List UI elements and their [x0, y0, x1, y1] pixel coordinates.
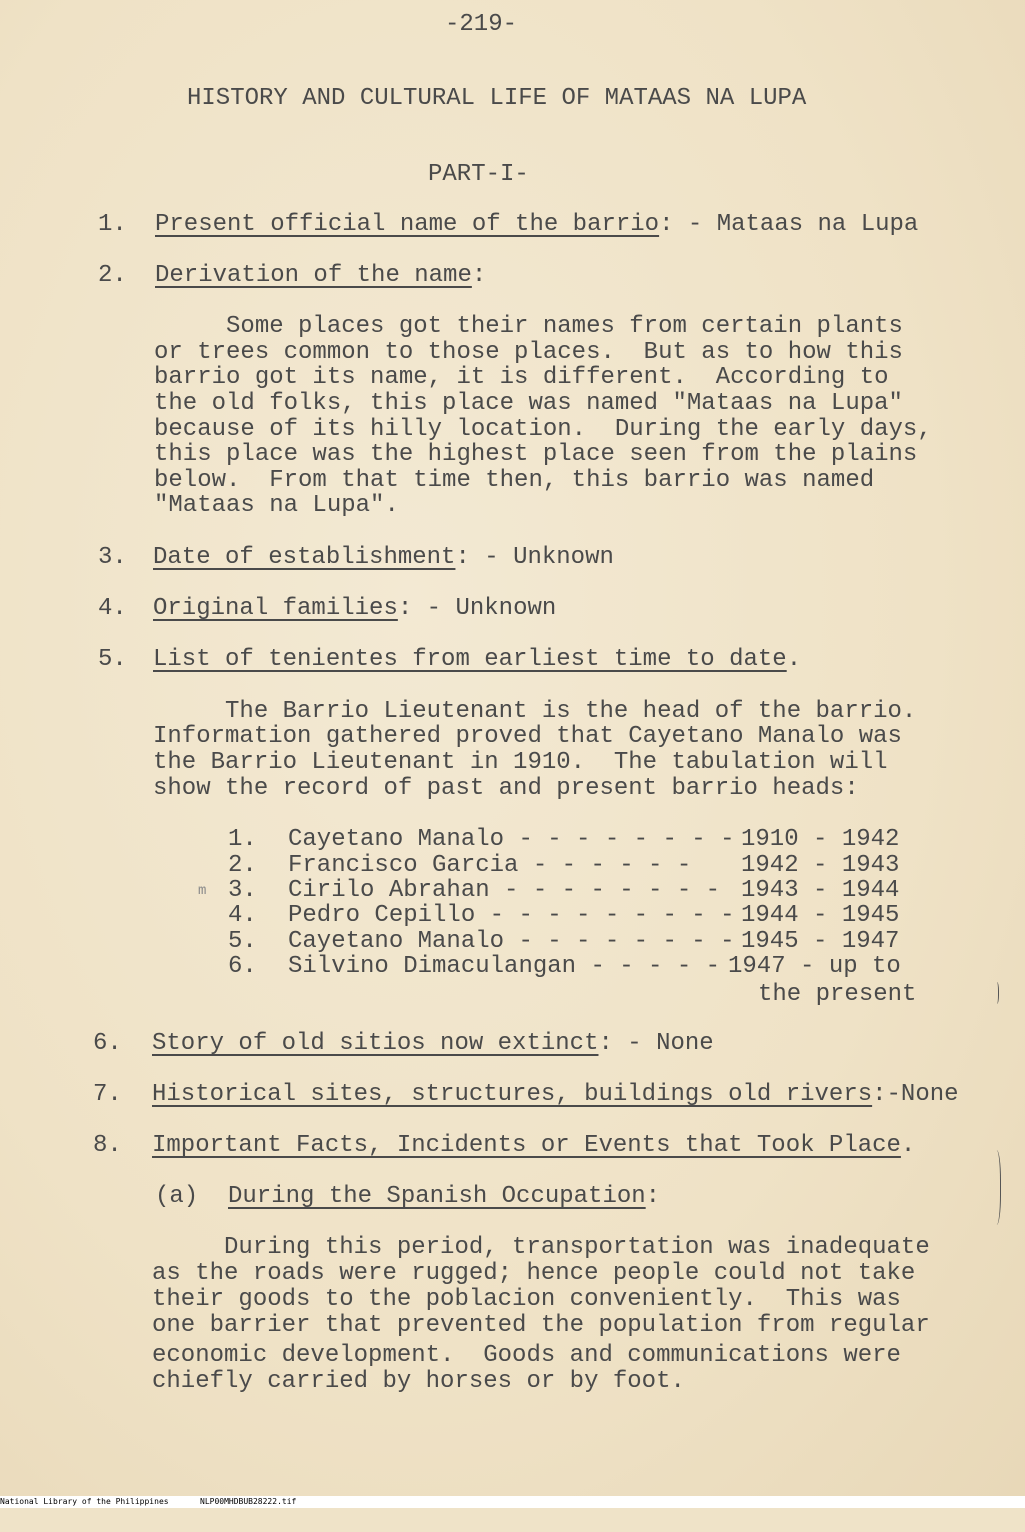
teniente-years: 1943 - 1944 — [741, 877, 900, 904]
tenientes-line: Information gathered proved that Cayetano Manalo was — [153, 723, 902, 750]
derivation-line: this place was the highest place seen from the plains — [154, 441, 918, 468]
item-heading: Derivation of the name — [155, 262, 472, 289]
teniente-years: 1944 - 1945 — [741, 902, 900, 929]
derivation-line: Some places got their names from certain plants — [154, 313, 903, 340]
scan-footer — [0, 1496, 1025, 1508]
derivation-line: barrio got its name, it is different. According to — [154, 364, 889, 391]
item-number: 1. — [98, 211, 127, 238]
item-value: : — [471, 262, 487, 289]
teniente-name: Silvino Dimaculangan - - - - - — [288, 953, 721, 980]
item-value: : - Unknown — [455, 544, 614, 571]
teniente-years: 1945 - 1947 — [741, 928, 900, 955]
item-number: 2. — [98, 262, 127, 289]
item-number: 3. — [98, 544, 127, 571]
item-5 — [153, 647, 801, 673]
derivation-line: or trees common to those places. But as to how this — [154, 339, 903, 366]
teniente-number: 5. — [228, 928, 257, 955]
item-heading: Historical sites, structures, buildings old rivers — [152, 1081, 873, 1108]
item-heading: Important Facts, Incidents or Events that Took Place — [152, 1132, 901, 1159]
spanish-line: economic development. Goods and communications were — [152, 1342, 901, 1369]
item-3 — [153, 545, 614, 571]
spanish-line: their goods to the poblacion conveniently. This was — [152, 1286, 901, 1313]
part-heading: PART-I- — [428, 161, 529, 188]
tenientes-line: the Barrio Lieutenant in 1910. The tabulation will — [153, 749, 888, 776]
subitem-label: (a) — [155, 1183, 199, 1210]
teniente-years-continued: the present — [758, 981, 917, 1008]
subitem-heading: During the Spanish Occupation — [228, 1183, 646, 1210]
teniente-years: 1942 - 1943 — [741, 852, 900, 879]
item-4 — [153, 596, 556, 622]
teniente-number: 3. — [228, 877, 257, 904]
item-number: 6. — [93, 1030, 122, 1057]
teniente-name: Cayetano Manalo - - - - - - - - — [288, 928, 735, 955]
teniente-years: 1910 - 1942 — [741, 826, 900, 853]
item-heading: List of tenientes from earliest time to date — [153, 646, 787, 673]
item-8 — [152, 1133, 915, 1159]
item-value: :-None — [872, 1081, 959, 1108]
item-number: 5. — [98, 646, 127, 673]
subitem-colon: : — [645, 1183, 661, 1210]
margin-mark: m — [198, 883, 207, 899]
teniente-name: Pedro Cepillo - - - - - - - - - — [288, 902, 735, 929]
item-number: 7. — [93, 1081, 122, 1108]
teniente-number: 4. — [228, 902, 257, 929]
teniente-number: 2. — [228, 852, 257, 879]
item-value: : - Unknown — [397, 595, 557, 622]
tenientes-line: show the record of past and present barrio heads: — [153, 775, 859, 802]
derivation-line: because of its hilly location. During the early days, — [154, 416, 932, 443]
item-value: : - Mataas na Lupa — [659, 211, 919, 238]
margin-tick — [994, 982, 999, 1004]
spanish-line: one barrier that prevented the population from regular — [152, 1312, 930, 1339]
teniente-number: 1. — [228, 826, 257, 853]
tenientes-line: The Barrio Lieutenant is the head of the barrio. — [153, 698, 917, 725]
subitem-a — [228, 1184, 660, 1210]
item-number: 4. — [98, 595, 127, 622]
item-value: . — [786, 646, 802, 673]
item-value: . — [900, 1132, 916, 1159]
item-7 — [152, 1082, 959, 1108]
spanish-line: as the roads were rugged; hence people could not take — [152, 1260, 916, 1287]
item-heading: Story of old sitios now extinct — [152, 1030, 599, 1057]
item-heading: Original families — [153, 595, 398, 622]
item-1 — [155, 212, 918, 238]
teniente-name: Cirilo Abrahan - - - - - - - - — [288, 877, 721, 904]
margin-bracket — [990, 1150, 1001, 1225]
item-6 — [152, 1031, 714, 1057]
derivation-line: "Mataas na Lupa". — [154, 492, 399, 519]
item-2 — [155, 263, 486, 289]
spanish-line: chiefly carried by horses or by foot. — [152, 1368, 685, 1395]
item-value: : - None — [598, 1030, 714, 1057]
item-heading: Date of establishment — [153, 544, 456, 571]
footer-filename: NLP00MHDBUB28222.tif — [200, 1497, 297, 1506]
item-number: 8. — [93, 1132, 122, 1159]
item-heading: Present official name of the barrio — [155, 211, 660, 238]
document-title: HISTORY AND CULTURAL LIFE OF MATAAS NA LUPA — [187, 85, 807, 112]
teniente-name: Cayetano Manalo - - - - - - - - — [288, 826, 735, 853]
footer-library: National Library of the Philippines — [0, 1497, 169, 1506]
derivation-line: below. From that time then, this barrio was named — [154, 467, 875, 494]
page-number: -219- — [445, 11, 518, 38]
teniente-years: 1947 - up to — [728, 953, 901, 980]
teniente-name: Francisco Garcia - - - - - - — [288, 852, 706, 879]
spanish-line: During this period, transportation was inadequate — [152, 1234, 930, 1261]
derivation-line: the old folks, this place was named "Mataas na Lupa" — [154, 390, 903, 417]
teniente-number: 6. — [228, 953, 257, 980]
